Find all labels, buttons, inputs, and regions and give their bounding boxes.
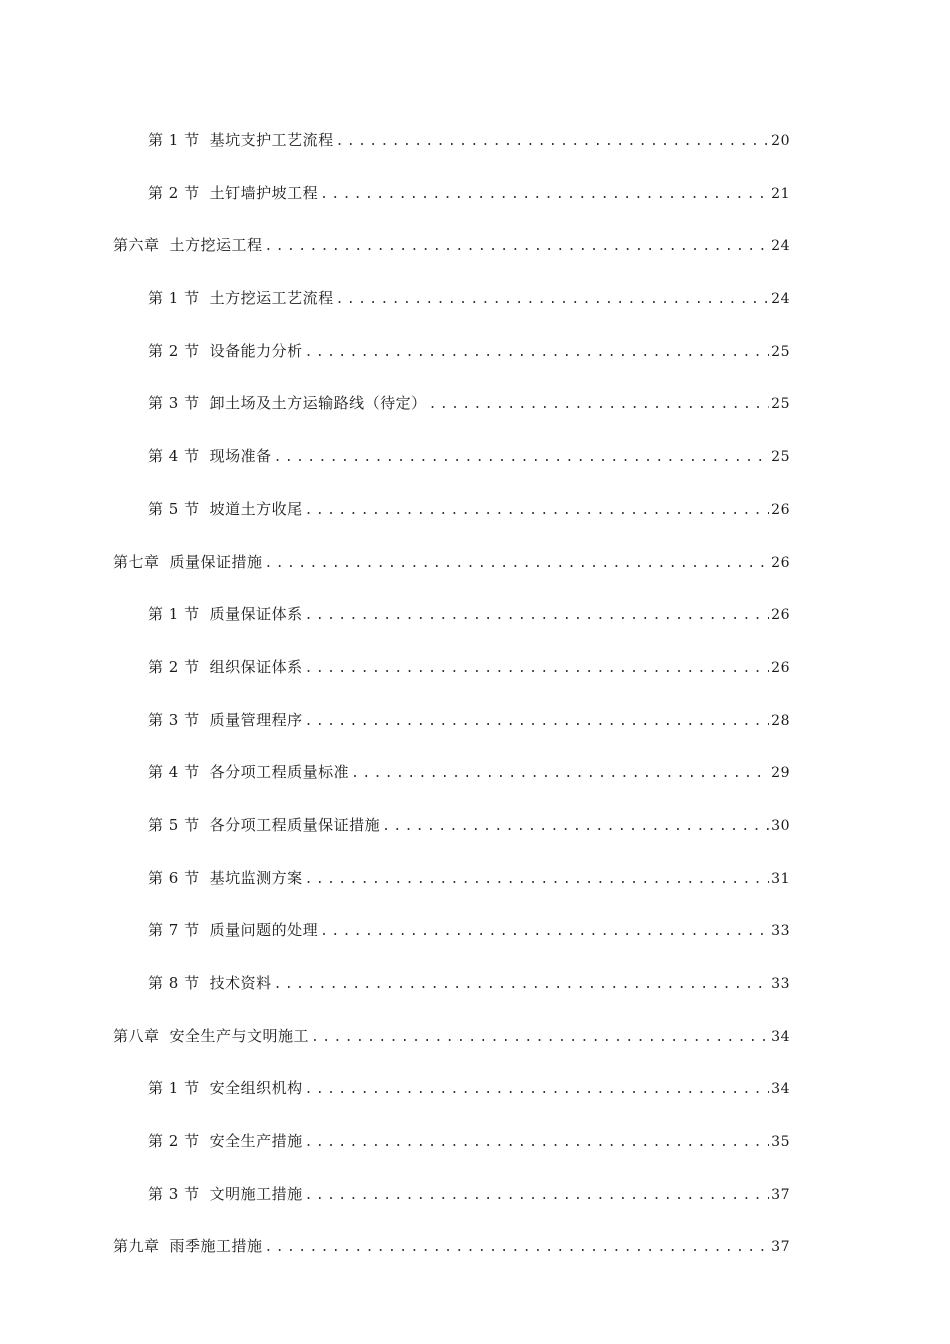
section-number: 第 7 节	[148, 921, 200, 940]
toc-entry[interactable]	[0, 1168, 790, 1221]
page-number: 28	[771, 712, 790, 729]
chapter-title: 雨季施工措施	[169, 1237, 263, 1256]
dot-leader	[351, 748, 769, 801]
toc-entry[interactable]	[0, 377, 790, 430]
chapter-title: 安全生产与文明施工	[169, 1026, 310, 1045]
section-number: 第 5 节	[148, 499, 200, 518]
section-title: 技术资料	[209, 974, 272, 992]
dot-leader	[305, 327, 770, 380]
dot-leader	[265, 1222, 770, 1275]
section-number: 第 5 节	[148, 815, 200, 834]
toc-entry[interactable]	[0, 1062, 790, 1115]
toc-entry[interactable]	[0, 483, 790, 536]
toc-entry[interactable]	[0, 325, 790, 378]
dot-leader	[336, 274, 770, 327]
page-number: 34	[771, 1028, 790, 1045]
section-title: 质量管理程序	[209, 710, 303, 729]
dot-leader	[265, 221, 770, 274]
dot-leader	[265, 538, 770, 591]
section-title: 坡道土方收尾	[209, 499, 303, 518]
section-title: 安全组织机构	[209, 1079, 303, 1098]
toc-entry[interactable]	[0, 904, 790, 957]
section-title: 组织保证体系	[209, 657, 303, 676]
section-number: 第 3 节	[148, 1184, 200, 1203]
page-number: 26	[771, 607, 790, 624]
section-number: 第 1 节	[148, 131, 200, 149]
chapter-number: 第九章	[113, 1237, 160, 1256]
toc-entry[interactable]	[0, 746, 790, 799]
page-number: 25	[771, 343, 790, 360]
chapter-number: 第七章	[113, 552, 160, 571]
dot-leader	[311, 1012, 769, 1065]
section-title: 土方挖运工艺流程	[209, 289, 334, 308]
toc-entry[interactable]	[0, 167, 790, 220]
section-number: 第 4 节	[148, 447, 200, 466]
toc-entry[interactable]	[0, 852, 790, 905]
dot-leader	[274, 959, 770, 1012]
toc-entry[interactable]	[0, 957, 790, 1010]
dot-leader	[320, 906, 769, 959]
section-number: 第 8 节	[148, 974, 200, 992]
section-title: 文明施工措施	[209, 1184, 303, 1203]
page-number: 29	[771, 765, 790, 782]
page-number: 34	[771, 1081, 790, 1098]
section-number: 第 2 节	[148, 657, 200, 676]
section-number: 第 1 节	[148, 1079, 200, 1098]
page-number: 35	[771, 1134, 790, 1151]
dot-leader	[305, 590, 770, 643]
toc-chapter-entry[interactable]	[0, 536, 790, 589]
dot-leader	[305, 1170, 770, 1223]
toc-chapter-entry[interactable]	[0, 1010, 790, 1063]
section-number: 第 2 节	[148, 341, 200, 360]
dot-leader	[382, 801, 769, 854]
section-title: 各分项工程质量标准	[209, 763, 350, 782]
section-number: 第 1 节	[148, 289, 200, 308]
page-number: 26	[771, 659, 790, 676]
section-number: 第 2 节	[148, 1132, 200, 1151]
section-title: 质量问题的处理	[209, 921, 319, 940]
toc-chapter-entry[interactable]	[0, 1220, 790, 1273]
dot-leader	[320, 169, 769, 222]
section-title: 基坑支护工艺流程	[209, 131, 334, 149]
section-number: 第 3 节	[148, 710, 200, 729]
section-title: 土钉墙护坡工程	[209, 183, 319, 202]
page-number: 31	[771, 870, 790, 887]
dot-leader	[305, 854, 770, 907]
section-title: 卸土场及土方运输路线（待定）	[209, 394, 427, 413]
page-number: 24	[771, 238, 790, 255]
section-title: 设备能力分析	[209, 341, 303, 360]
toc-entry[interactable]	[0, 430, 790, 483]
toc-entry[interactable]	[0, 588, 790, 641]
table-of-contents	[0, 114, 950, 1273]
page-number: 33	[771, 976, 790, 992]
section-title: 基坑监测方案	[209, 868, 303, 887]
toc-entry[interactable]	[0, 799, 790, 852]
toc-entry[interactable]	[0, 641, 790, 694]
toc-chapter-entry[interactable]	[0, 219, 790, 272]
page-number: 37	[771, 1239, 790, 1256]
dot-leader	[305, 643, 770, 696]
toc-entry[interactable]	[0, 114, 790, 167]
dot-leader	[274, 432, 770, 485]
page-number: 37	[771, 1186, 790, 1203]
section-number: 第 6 节	[148, 868, 200, 887]
section-number: 第 3 节	[148, 394, 200, 413]
dot-leader	[336, 116, 770, 169]
page-number: 26	[771, 501, 790, 518]
chapter-number: 第八章	[113, 1026, 160, 1045]
section-title: 安全生产措施	[209, 1132, 303, 1151]
section-number: 第 1 节	[148, 605, 200, 624]
page-number: 33	[771, 923, 790, 940]
page-number: 20	[771, 133, 790, 149]
dot-leader	[305, 1117, 770, 1170]
dot-leader	[305, 696, 770, 749]
dot-leader	[305, 1064, 770, 1117]
section-number: 第 2 节	[148, 183, 200, 202]
page-number: 25	[771, 396, 790, 413]
toc-entry[interactable]	[0, 272, 790, 325]
toc-entry[interactable]	[0, 694, 790, 747]
page-number: 30	[771, 817, 790, 834]
section-title: 各分项工程质量保证措施	[209, 815, 381, 834]
chapter-title: 土方挖运工程	[169, 236, 263, 255]
toc-entry[interactable]	[0, 1115, 790, 1168]
page-number: 24	[771, 291, 790, 308]
section-number: 第 4 节	[148, 763, 200, 782]
page-number: 21	[771, 185, 790, 202]
chapter-number: 第六章	[113, 236, 160, 255]
dot-leader	[305, 485, 770, 538]
dot-leader	[429, 379, 770, 432]
page-number: 26	[771, 554, 790, 571]
section-title: 现场准备	[209, 447, 272, 466]
section-title: 质量保证体系	[209, 605, 303, 624]
page-number: 25	[771, 449, 790, 466]
chapter-title: 质量保证措施	[169, 552, 263, 571]
